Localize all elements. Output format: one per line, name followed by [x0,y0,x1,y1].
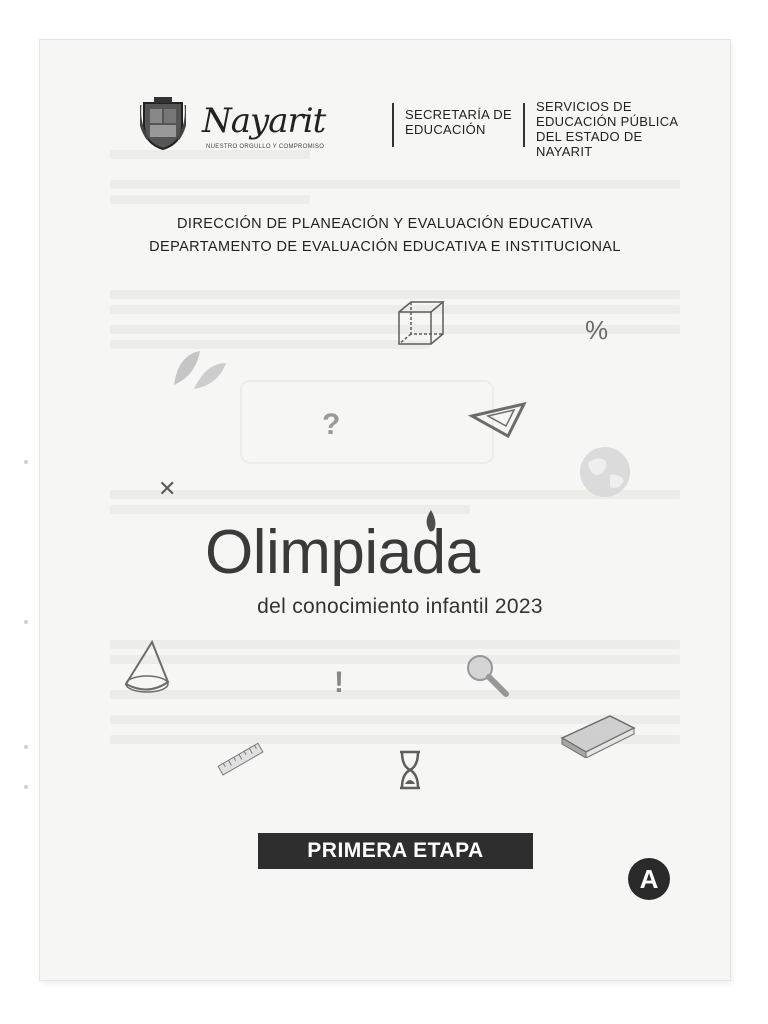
nayarit-wordmark: Nayarit [202,101,326,141]
binder-hole [24,620,28,624]
bleed-through-line [110,195,310,204]
bleed-through-line [110,690,680,699]
percent-icon: % [585,315,609,345]
exam-cover-page [40,40,730,980]
globe-icon [578,445,632,499]
bleed-through-box [240,380,494,464]
exam-variant-badge: A [628,858,670,900]
bleed-through-line [110,180,680,189]
binder-hole [24,460,28,464]
departamento-title: DEPARTAMENTO DE EVALUACIÓN EDUCATIVA E INSTITUCIONAL [149,239,621,255]
cube-icon [395,298,447,350]
direccion-title: DIRECCIÓN DE PLANEACIÓN Y EVALUACIÓN EDUCATIVA [177,216,593,232]
bleed-through-line [110,505,470,514]
leaves-icon [170,345,230,393]
cone-icon [122,638,172,698]
set-square-icon [468,400,528,440]
hourglass-icon [396,748,424,792]
magnifier-icon [464,652,510,698]
bleed-through-line [110,640,680,649]
binder-hole [24,745,28,749]
bleed-through-line [110,655,680,664]
book-icon [558,708,638,758]
institutional-header [140,95,700,165]
servicios-label: SERVICIOS DE EDUCACIÓN PÚBLICA DEL ESTADO DE NAYARIT [536,99,679,159]
olimpiada-logo: Olimpiada [205,518,480,587]
olimpiada-subtitle: del conocimiento infantil 2023 [257,595,543,618]
question-icon: ? [322,408,341,441]
exclamation-icon: ! [334,666,344,699]
header-divider [523,103,525,147]
stage-banner: PRIMERA ETAPA [258,833,533,869]
secretaria-label: SECRETARÍA DE EDUCACIÓN [405,107,512,137]
crest-icon [140,95,186,151]
bleed-through-line [110,340,430,349]
nayarit-tagline: NUESTRO ORGULLO Y COMPROMISO [206,144,325,150]
cross-icon: ✕ [158,476,177,501]
binder-hole [24,785,28,789]
header-divider [392,103,394,147]
ruler-icon [216,740,266,780]
